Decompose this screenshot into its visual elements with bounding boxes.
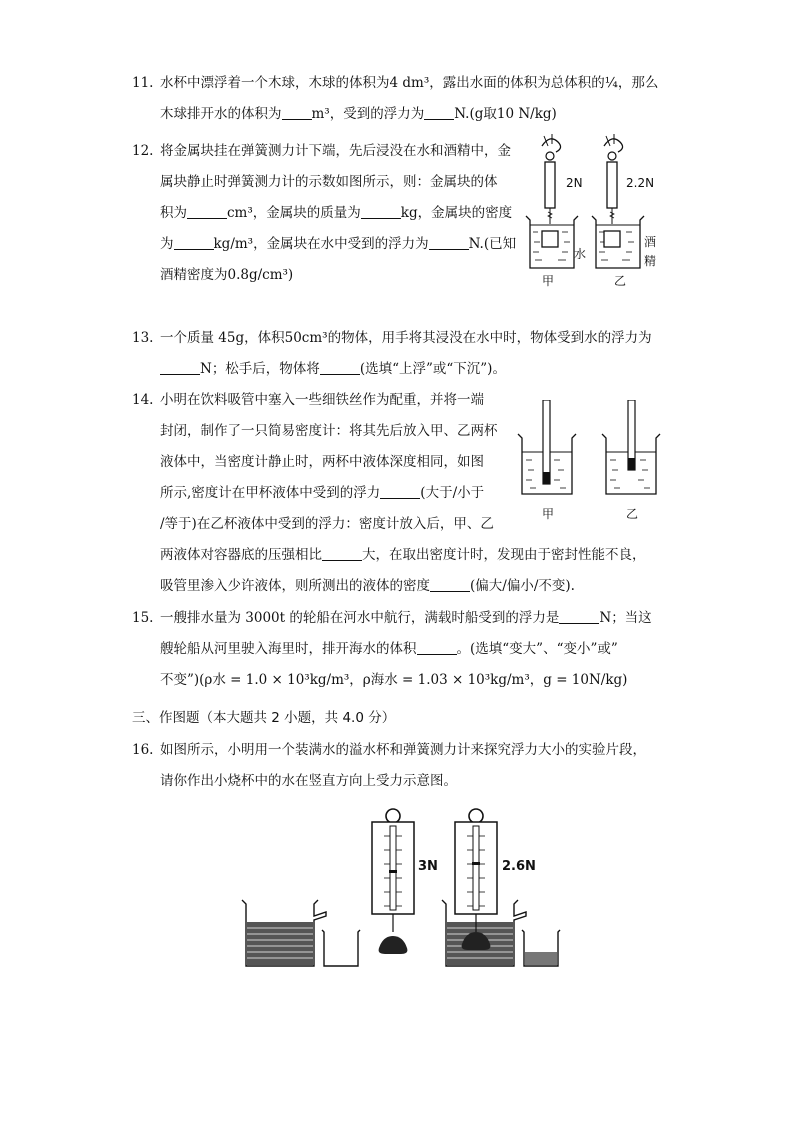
text-segment: 吸管里渗入少许液体，则所测出的液体的密度 xyxy=(160,578,430,594)
liquid-label-alcohol-2: 精 xyxy=(644,254,657,268)
text-segment: N；当这 xyxy=(599,610,652,626)
question-text: 一个质量 45g，体积50cm³的物体，用手将其浸没在水中时，物体受到水的浮力为 xyxy=(160,330,652,346)
text-segment: 一艘排水量为 3000t 的轮船在河水中航行，满载时船受到的浮力是 xyxy=(160,610,560,626)
small-beaker-left xyxy=(322,930,360,966)
question-number: 11. xyxy=(132,75,154,91)
beaker-yi xyxy=(602,400,660,494)
liquid-label-alcohol-1: 酒 xyxy=(644,235,657,249)
question-text: 如图所示，小明用一个装满水的溢水杯和弹簧测力计来探究浮力大小的实验片段， xyxy=(160,742,646,758)
text-segment: 所示,密度计在甲杯液体中受到的浮力 xyxy=(160,485,381,501)
question-16 xyxy=(132,735,672,797)
overflow-cup-left xyxy=(242,900,326,966)
left-spring-scale xyxy=(542,134,561,224)
right-reading: 2.2N xyxy=(626,176,655,190)
spring-scale-figure xyxy=(522,132,672,292)
question-text: 液体中，当密度计静止时，两杯中液体深度相同，如图 xyxy=(160,454,484,470)
question-text: 属块静止时弹簧测力计的示数如图所示，则：金属块的体 xyxy=(160,174,498,190)
question-12 xyxy=(132,136,522,291)
text-segment: 两液体对容器底的压强相比 xyxy=(160,547,322,563)
text-segment: (选填“上浮”或“下沉”)。 xyxy=(359,361,506,377)
question-text: 小明在饮料吸管中塞入一些细铁丝作为配重，并将一端 xyxy=(160,392,484,408)
question-number: 15. xyxy=(132,610,154,626)
answer-blank[interactable] xyxy=(187,203,227,219)
section-heading: 三、作图题（本大题共 2 小题，共 4.0 分） xyxy=(132,710,396,726)
figure-label-jia: 甲 xyxy=(542,274,555,288)
text-segment: 积为 xyxy=(160,205,187,221)
answer-blank[interactable] xyxy=(174,234,214,250)
answer-blank[interactable] xyxy=(320,359,360,375)
question-number: 13. xyxy=(132,330,154,346)
question-text-line xyxy=(160,99,672,130)
answer-blank[interactable] xyxy=(282,104,312,120)
text-segment: (偏大/偏小/不变). xyxy=(470,578,575,594)
question-text-line xyxy=(160,540,672,571)
water-beaker xyxy=(526,216,578,268)
answer-blank[interactable] xyxy=(429,234,469,250)
answer-blank[interactable] xyxy=(380,483,420,499)
question-number: 16. xyxy=(132,742,154,758)
question-text-line xyxy=(160,571,672,602)
small-beaker-right xyxy=(522,930,560,966)
question-number: 12. xyxy=(132,143,154,159)
question-text-line xyxy=(160,198,522,229)
overflow-cup-figure xyxy=(238,808,564,970)
question-text: 酒精密度为0.8g/cm³) xyxy=(160,267,294,283)
text-segment: 。(选填“变大”、“变小”或” xyxy=(456,641,618,657)
text-segment: kg/m³，金属块在水中受到的浮力为 xyxy=(213,236,429,252)
answer-blank[interactable] xyxy=(559,608,599,624)
text-segment: N.(g取10 N/kg) xyxy=(454,106,557,122)
question-text: 水杯中漂浮着一个木球，木球的体积为4 dm³，露出水面的体积为总体积的¼，那么 xyxy=(160,75,659,91)
text-segment: 木球排开水的体积为 xyxy=(160,106,282,122)
question-text-line xyxy=(160,603,672,634)
question-text-line xyxy=(160,634,672,665)
question-13 xyxy=(132,323,672,385)
text-segment: cm³，金属块的质量为 xyxy=(227,205,361,221)
answer-blank[interactable] xyxy=(322,545,362,561)
spring-scale-left xyxy=(372,809,414,954)
text-segment: m³，受到的浮力为 xyxy=(311,106,425,122)
left-reading: 3N xyxy=(418,859,438,874)
text-segment: 为 xyxy=(160,236,174,252)
answer-blank[interactable] xyxy=(361,203,401,219)
answer-blank[interactable] xyxy=(417,639,457,655)
text-segment: 大，在取出密度计时，发现由于密封性能不良， xyxy=(362,547,646,563)
answer-blank[interactable] xyxy=(160,359,200,375)
question-number: 14. xyxy=(132,392,154,408)
alcohol-beaker xyxy=(592,216,644,268)
text-segment: 艘轮船从河里驶入海里时，排开海水的体积 xyxy=(160,641,417,657)
right-spring-scale xyxy=(604,134,623,224)
text-segment: (大于/小于 xyxy=(420,485,485,501)
question-text-line xyxy=(160,229,522,260)
question-text: /等于)在乙杯液体中受到的浮力：密度计放入后，甲、乙 xyxy=(160,516,494,532)
text-segment: N.(已知 xyxy=(468,236,517,252)
liquid-label-water: 水 xyxy=(574,247,587,261)
figure-label-jia: 甲 xyxy=(542,507,555,521)
question-text: 请你作出小烧杯中的水在竖直方向上受力示意图。 xyxy=(160,773,457,789)
answer-blank[interactable] xyxy=(430,576,470,592)
text-segment: kg，金属块的密度 xyxy=(400,205,513,221)
figure-label-yi: 乙 xyxy=(626,507,639,521)
right-reading: 2.6N xyxy=(502,859,536,874)
question-text: 将金属块挂在弹簧测力计下端，先后浸没在水和酒精中，金 xyxy=(160,143,511,159)
answer-blank[interactable] xyxy=(424,104,454,120)
question-15 xyxy=(132,603,672,696)
question-text: 不变”)(ρ水 = 1.0 × 10³kg/m³，ρ海水 = 1.03 × 10³kg/m³，g = 10N/kg) xyxy=(160,672,628,688)
text-segment: N；松手后，物体将 xyxy=(200,361,320,377)
beaker-jia xyxy=(518,400,576,494)
left-reading: 2N xyxy=(566,176,583,190)
question-11 xyxy=(132,68,672,130)
densimeter-figure xyxy=(514,400,674,530)
question-text: 封闭，制作了一只简易密度计：将其先后放入甲、乙两杯 xyxy=(160,423,498,439)
question-text-line xyxy=(160,354,672,385)
figure-label-yi: 乙 xyxy=(614,274,627,288)
